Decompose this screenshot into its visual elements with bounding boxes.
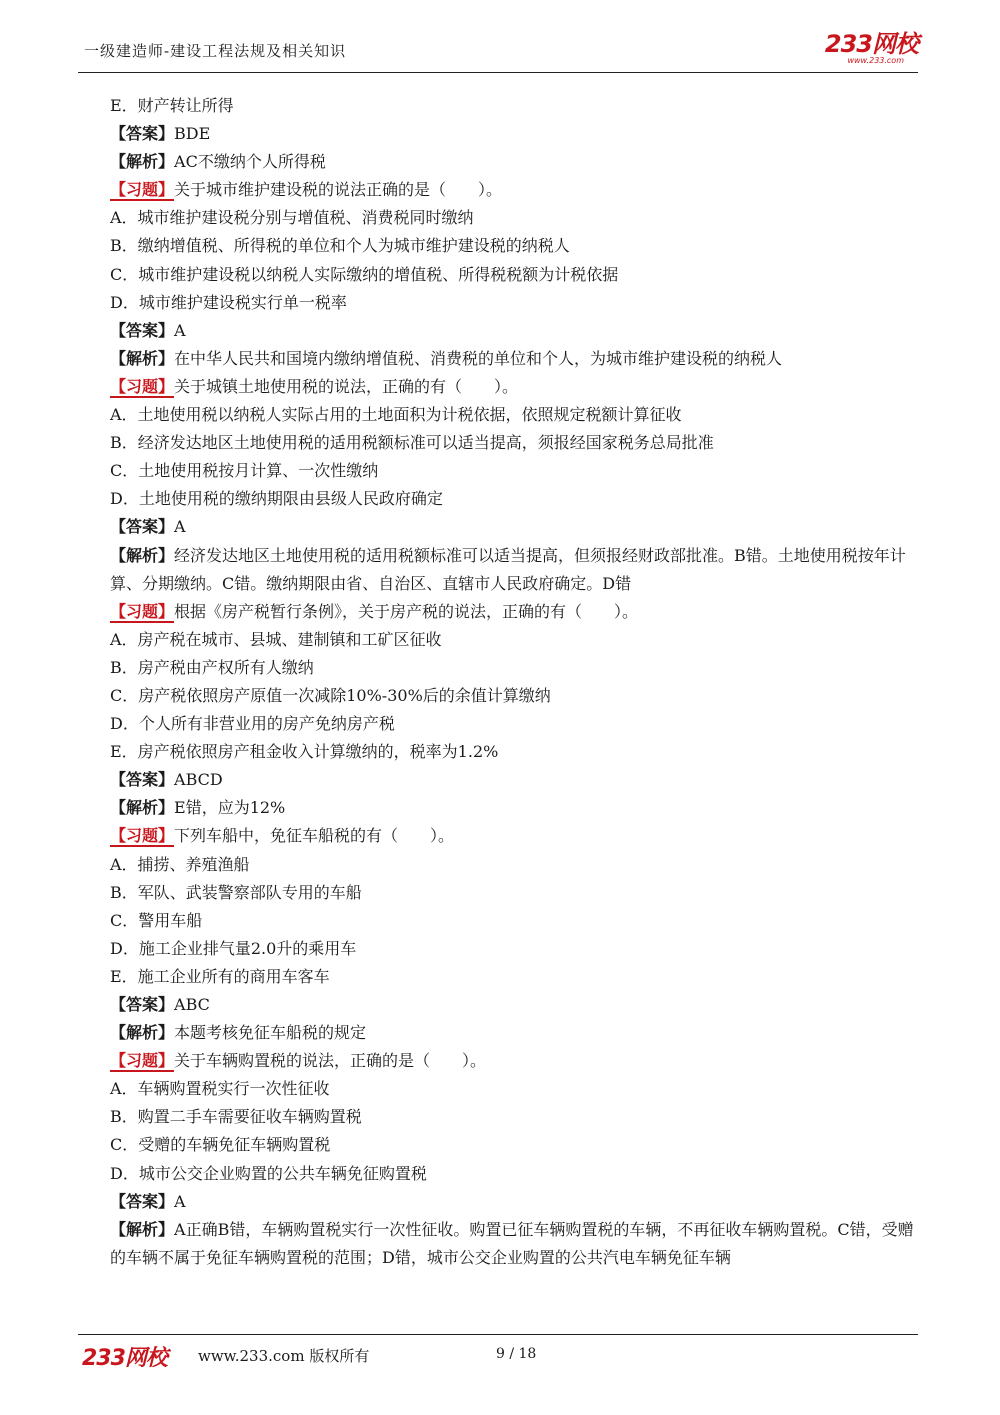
answer-line — [78, 991, 926, 1019]
analysis-line — [78, 794, 926, 822]
analysis-line — [78, 345, 926, 373]
footer-logo: 233网校 — [82, 1346, 167, 1371]
analysis-line — [78, 148, 926, 176]
option-line: B．房产税由产权所有人缴纳 — [110, 657, 314, 677]
answer-label: 【答案】 — [110, 124, 175, 144]
analysis-label: 【解析】 — [110, 798, 175, 818]
option-line: D．个人所有非营业用的房产免纳房产税 — [110, 714, 395, 734]
answer-value: A — [174, 320, 186, 340]
question-stem — [78, 598, 926, 626]
option-line: A．车辆购置税实行一次性征收 — [110, 1079, 330, 1099]
option-line: D．城市维护建设税实行单一税率 — [110, 292, 347, 312]
answer-label: 【答案】 — [110, 770, 175, 790]
page-header — [78, 30, 918, 73]
answer-value: ABC — [174, 995, 210, 1014]
question-text: 关于车辆购置税的说法，正确的是（ ）。 — [174, 1051, 487, 1071]
exercise-label: 【习题】 — [110, 826, 175, 846]
page-content — [78, 92, 926, 1272]
analysis-line — [78, 542, 926, 598]
analysis-line — [78, 1019, 926, 1047]
answer-label: 【答案】 — [110, 1191, 175, 1211]
option-line: B．购置二手车需要征收车辆购置税 — [110, 1107, 362, 1127]
option-line: B．经济发达地区土地使用税的适用税额标准可以适当提高，须报经国家税务总局批准 — [110, 433, 714, 453]
question-stem — [78, 822, 926, 850]
answer-line — [78, 513, 926, 541]
answer-line — [78, 120, 926, 148]
option-line: C．警用车船 — [110, 910, 203, 930]
answer-line — [78, 1188, 926, 1216]
exercise-label: 【习题】 — [110, 376, 175, 396]
option-line: A．土地使用税以纳税人实际占用的土地面积为计税依据，依照规定税额计算征收 — [110, 405, 682, 425]
option-line: C．城市维护建设税以纳税人实际缴纳的增值税、所得税税额为计税依据 — [110, 264, 619, 284]
analysis-text: AC不缴纳个人所得税 — [174, 152, 326, 172]
answer-value: A — [174, 517, 186, 537]
analysis-label: 【解析】 — [110, 348, 175, 368]
option-line: E．房产税依照房产租金收入计算缴纳的，税率为1.2% — [110, 742, 499, 762]
option-line: C．房产税依照房产原值一次减除10%-30%后的余值计算缴纳 — [110, 685, 551, 705]
option-line: A．房产税在城市、县城、建制镇和工矿区征收 — [110, 629, 442, 649]
option-line: D．土地使用税的缴纳期限由县级人民政府确定 — [110, 489, 443, 509]
option-line: A．捕捞、养殖渔船 — [110, 854, 250, 874]
page-number: 9 / 18 — [496, 1346, 537, 1362]
question-text: 关于城镇土地使用税的说法，正确的有（ ）。 — [174, 376, 519, 396]
analysis-label: 【解析】 — [110, 1023, 175, 1043]
option-line: B．缴纳增值税、所得税的单位和个人为城市维护建设税的纳税人 — [110, 236, 570, 256]
answer-label: 【答案】 — [110, 995, 175, 1014]
option-line: D．施工企业排气量2.0升的乘用车 — [110, 938, 357, 958]
question-text: 下列车船中，免征车船税的有（ ）。 — [174, 826, 455, 846]
answer-line — [78, 766, 926, 794]
answer-line — [78, 317, 926, 345]
option-line: E．财产转让所得 — [110, 96, 234, 115]
option-line: D．城市公交企业购置的公共车辆免征购置税 — [110, 1163, 427, 1183]
page-footer — [78, 1334, 918, 1375]
question-text: 关于城市维护建设税的说法正确的是（ ）。 — [174, 180, 503, 200]
analysis-text: 经济发达地区土地使用税的适用税额标准可以适当提高，但须报经财政部批准。B错。土地使用税按年计算、分期缴纳。C错。缴纳期限由省、自治区、直辖市人民政府确定。D错 — [110, 545, 906, 593]
answer-value: BDE — [174, 124, 211, 144]
document-title: 一级建造师-建设工程法规及相关知识 — [84, 42, 347, 60]
answer-value: A — [174, 1191, 186, 1211]
exercise-label: 【习题】 — [110, 180, 175, 200]
option-line: E．施工企业所有的商用车客车 — [110, 966, 330, 986]
analysis-text: 在中华人民共和国境内缴纳增值税、消费税的单位和个人，为城市维护建设税的纳税人 — [174, 348, 783, 368]
question-stem — [78, 176, 926, 204]
analysis-text: E错，应为12% — [174, 798, 286, 818]
answer-value: ABCD — [174, 770, 223, 790]
brand-logo — [825, 32, 918, 65]
question-stem — [78, 373, 926, 401]
analysis-line — [78, 1216, 926, 1272]
answer-label: 【答案】 — [110, 517, 175, 537]
option-line: A．城市维护建设税分别与增值税、消费税同时缴纳 — [110, 208, 474, 228]
analysis-label: 【解析】 — [110, 545, 175, 565]
analysis-label: 【解析】 — [110, 152, 175, 172]
logo-text: 233网校 — [824, 30, 918, 58]
exercise-label: 【习题】 — [110, 1051, 175, 1071]
question-text: 根据《房产税暂行条例》，关于房产税的说法，正确的有（ ）。 — [174, 601, 639, 621]
exercise-label: 【习题】 — [110, 601, 175, 621]
footer-copyright: www.233.com 版权所有 — [198, 1347, 370, 1365]
option-line: B．军队、武装警察部队专用的车船 — [110, 882, 362, 902]
analysis-text: 本题考核免征车船税的规定 — [174, 1023, 367, 1043]
option-line: C．受赠的车辆免征车辆购置税 — [110, 1135, 331, 1155]
question-stem — [78, 1047, 926, 1075]
logo-url: www.233.com — [847, 56, 904, 65]
answer-label: 【答案】 — [110, 320, 175, 340]
analysis-label: 【解析】 — [110, 1219, 175, 1239]
analysis-text: A正确B错，车辆购置税实行一次性征收。购置已征车辆购置税的车辆，不再征收车辆购置税。C错，受赠的车辆不属于免征车辆购置税的范围；D错，城市公交企业购置的公共汽电车辆免征车辆 — [110, 1219, 914, 1267]
option-line: C．土地使用税按月计算、一次性缴纳 — [110, 461, 379, 481]
